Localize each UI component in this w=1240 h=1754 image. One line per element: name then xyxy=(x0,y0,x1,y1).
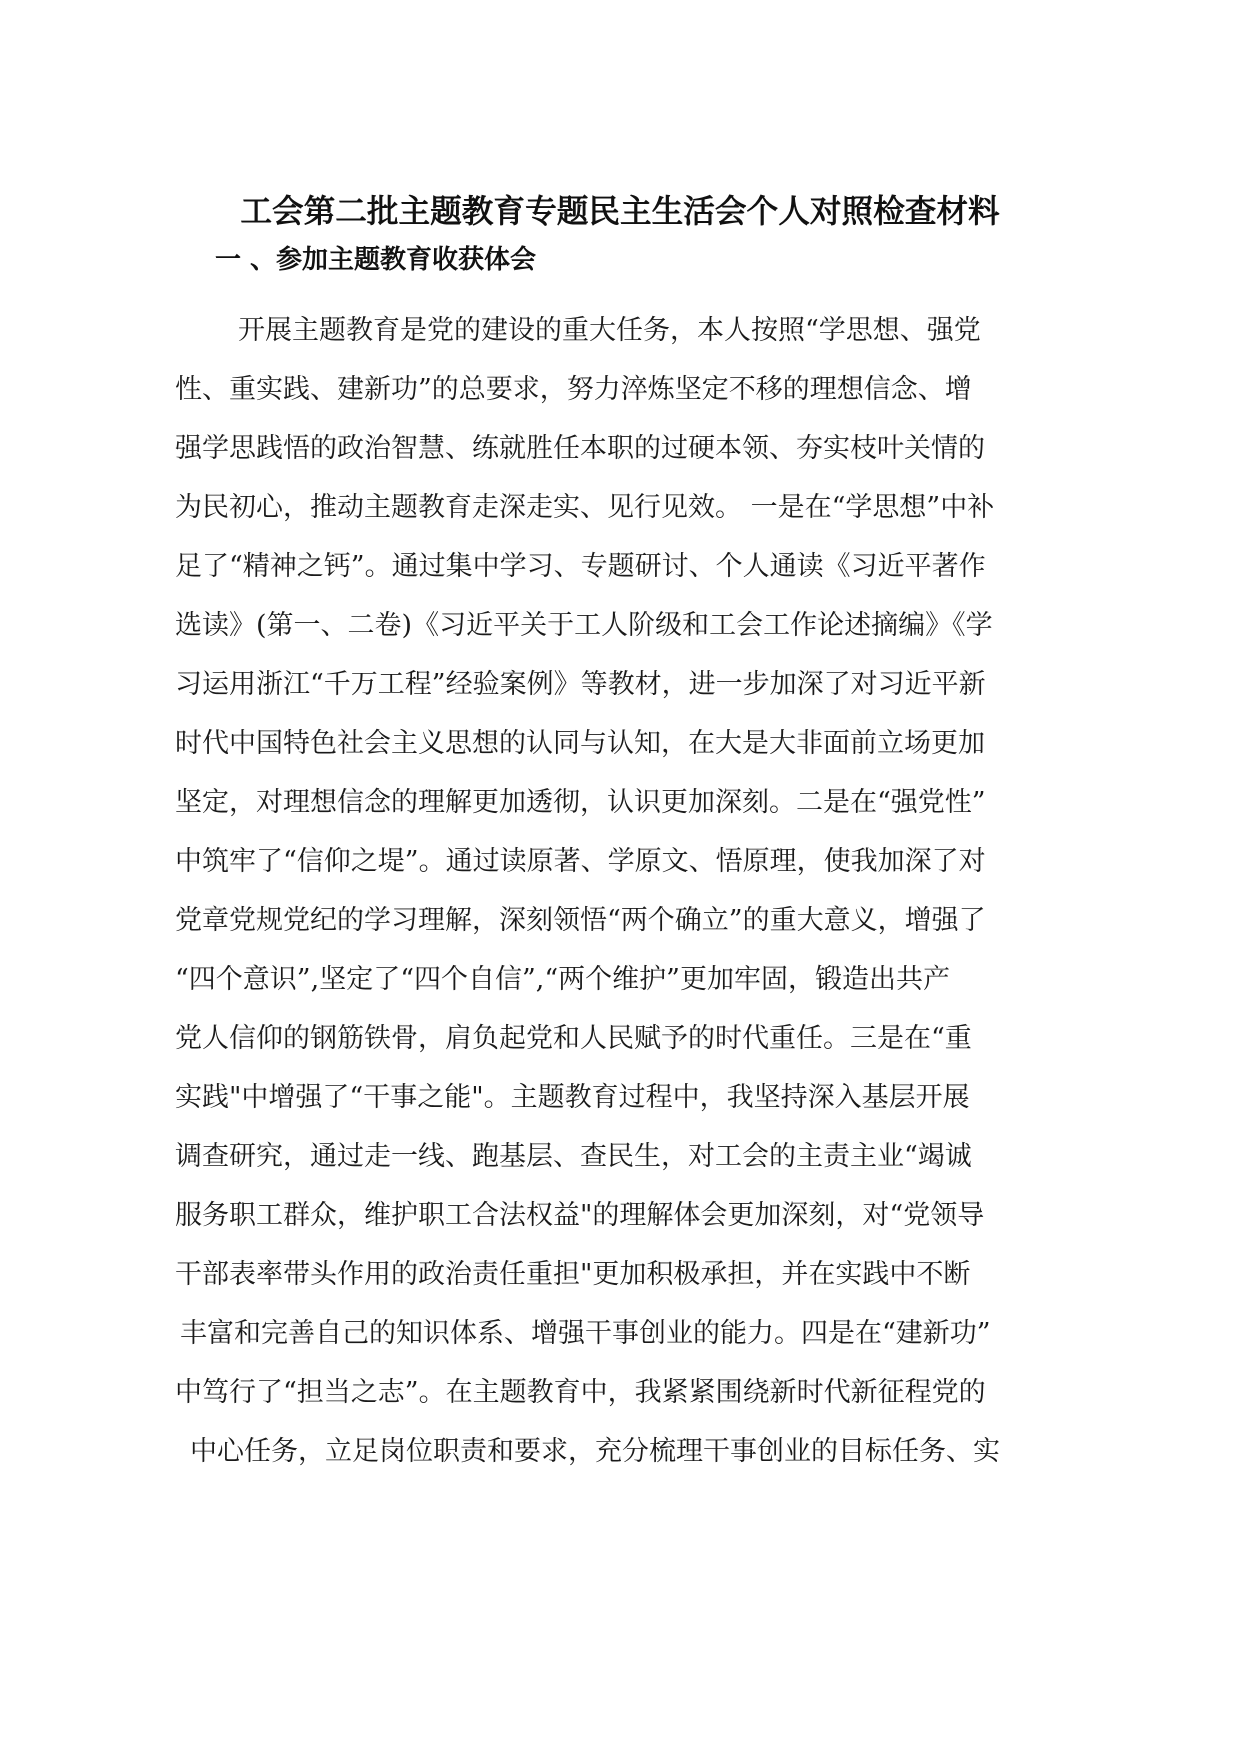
body-line: 强学思践悟的政治智慧、练就胜任本职的过硬本领、夯实枝叶关情的 xyxy=(175,433,985,464)
body-line: 足了“精神之钙”。通过集中学习、专题研讨、个人通读《习近平著作 xyxy=(175,551,986,582)
body-line: 中筑牢了“信仰之堤”。通过读原著、学原文、悟原理，使我加深了对 xyxy=(175,846,986,877)
body-line: 调查研究，通过走一线、跑基层、查民生，对工会的主责主业“竭诚 xyxy=(175,1141,972,1172)
body-line: 选读》(第一、二卷)《习近平关于工人阶级和工会工作论述摘编》《学 xyxy=(175,610,993,641)
document-title: 工会第二批主题教育专题民主生活会个人对照检查材料 xyxy=(240,194,1000,230)
body-line: 党人信仰的钢筋铁骨，肩负起党和人民赋予的时代重任。三是在“重 xyxy=(175,1023,972,1054)
body-line: 为民初心，推动主题教育走深走实、见行见效。 一是在“学思想”中补 xyxy=(175,492,995,523)
section-heading: 一 、参加主题教育收获体会 xyxy=(215,245,537,275)
body-line: 中笃行了“担当之志”。在主题教育中，我紧紧围绕新时代新征程党的 xyxy=(175,1377,986,1408)
body-line: 党章党规党纪的学习理解，深刻领悟“两个确立”的重大意义，增强了 xyxy=(175,905,986,936)
body-line: 服务职工群众，维护职工合法权益"的理解体会更加深刻，对“党领导 xyxy=(175,1200,985,1231)
body-line: 开展主题教育是党的建设的重大任务，本人按照“学思想、强党 xyxy=(238,315,981,346)
body-line: 干部表率带头作用的政治责任重担"更加积极承担，并在实践中不断 xyxy=(175,1259,971,1290)
body-line: 丰富和完善自己的知识体系、增强干事创业的能力。四是在“建新功” xyxy=(180,1318,991,1349)
body-line: 习运用浙江“千万工程”经验案例》等教材，进一步加深了对习近平新 xyxy=(175,669,986,700)
body-line: “四个意识”,坚定了“四个自信”,“两个维护”更加牢固，锻造出共产 xyxy=(175,964,950,995)
body-line: 时代中国特色社会主义思想的认同与认知，在大是大非面前立场更加 xyxy=(175,728,985,759)
body-line: 性、重实践、建新功”的总要求，努力淬炼坚定不移的理想信念、增 xyxy=(175,374,972,405)
body-line: 坚定，对理想信念的理解更加透彻，认识更加深刻。二是在“强党性” xyxy=(175,787,986,818)
body-line: 中心任务，立足岗位职责和要求，充分梳理干事创业的目标任务、实 xyxy=(190,1436,1000,1467)
body-line: 实践"中增强了“干事之能"。主题教育过程中，我坚持深入基层开展 xyxy=(175,1082,970,1113)
